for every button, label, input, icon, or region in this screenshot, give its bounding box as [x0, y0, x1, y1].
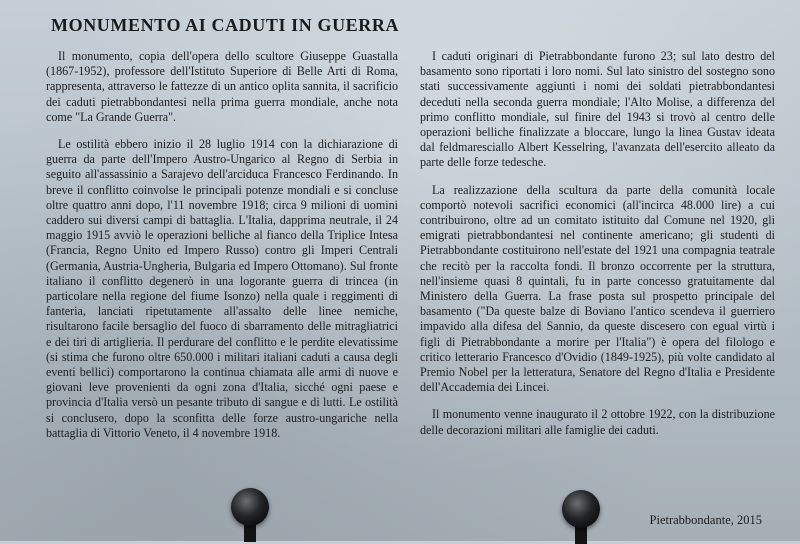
paragraph-sculpture-funding: La realizzazione della scultura da parte della comunità locale comportò notevoli sacrifici economici (all'incirca 48.000 lire) a cui contribuirono, oltre ad un comitato istituito dal Comune nel 1920, gli emigrati pietrabbondantesi nel continente americano; gli studenti di Pietrabbondante costituirono nell'estate del 1921 una compagnia teatrale che recitò per la raccolta fondi. Il bronzo occorrente per la struttura, nell'insieme quasi 8 quintali, fu in parte concesso gratuitamente dal Ministero della Guerra. La frase posta sul prospetto principale del basamento ("Da queste balze di Boviano l'antico scendeva il guerriero impavido alla difesa del Sannio, da queste discesero con egual virtù i figli di Pietrabbondante a morire per l'Italia") è opera del filologo e critico letterario Francesco d'Ovidio (1849-1925), più volte candidato al Premio Nobel per la letteratura, Senatore del Regno d'Italia e Presidente dell'Accademia dei Lincei.: [420, 182, 775, 395]
paragraph-war-history: Le ostilità ebbero inizio il 28 luglio 1914 con la dichiarazione di guerra da parte dell'Impero Austro-Ungarico al Regno di Serbia in seguito all'assassinio a Sarajevo dell'arciduca Francesco Ferdinando. In breve il conflitto coinvolse le principali potenze mondiali e si concluse oltre quattro anni dopo, l'11 novembre 1918; circa 9 milioni di uomini caddero sui diversi campi di battaglia. L'Italia, dapprima neutrale, il 24 maggio 1915 avviò le operazioni belliche al fianco della Triplice Intesa (Francia, Regno Unito ed Impero Russo) contro gli Imperi Centrali (Germania, Austria-Ungheria, Bulgaria ed Impero Ottomano). Sul fronte italiano il conflitto degenerò in una logorante guerra di trincea (in particolare nella regione del fiume Isonzo) nella quale i reggimenti di fanteria, lanciati ripetutamente all'assalto delle linee nemiche, risultarono facile bersaglio del fuoco di sbarramento delle mitragliatrici e dei tiri di artiglieria. Il perdurare del conflitto e le perdite elevatissime (si stima che furono oltre 650.000 i militari italiani caduti a causa degli eventi bellici) comportarono la continua chiamata alle armi di nuove e giovani leve provenienti da ogni zona d'Italia, sicché ogni paese e provincia d'Italia versò un pesante tributo di sangue e di lutti. Le ostilità si conclusero, dopo la sconfitta delle forze austro-ungariche nella battaglia di Vittorio Veneto, il 4 novembre 1918.: [46, 137, 398, 440]
left-text-column: [46, 49, 398, 453]
paragraph-monument-description: Il monumento, copia dell'opera dello scultore Giuseppe Guastalla (1867-1952), professore dell'Istituto Superiore di Belle Arti di Roma, rappresenta, attraverso le fattezze di un antico oplita sannita, il sacrificio dei caduti pietrabbondantesi nella prima guerra mondiale, anche nota come "La Grande Guerra".: [46, 49, 398, 124]
plaque-signature: Pietrabbondante, 2015: [649, 513, 762, 527]
paragraph-fallen-names: I caduti originari di Pietrabbondante furono 23; sul lato destro del basamento sono riportati i loro nomi. Sul lato sinistro del sostegno sono stati successivamente aggiunti i nomi dei soldati pietrabbondantesi deceduti nella seconda guerra mondiale; l'Alto Molise, a differenza del primo conflitto mondiale, sul finire del 1943 si trovò al centro delle operazioni belliche finalizzate a bloccare, lungo la linea Gustav ideata dal feldmaresciallo Albert Kesselring, l'avanzata dell'esercito alleato da parte delle forze tedesche.: [420, 49, 775, 170]
mounting-bolt-left: [231, 488, 269, 526]
plaque-title: MONUMENTO AI CADUTI IN GUERRA: [51, 15, 400, 35]
paragraph-inauguration: Il monumento venne inaugurato il 2 ottobre 1922, con la distribuzione delle decorazioni militari alle famiglie dei caduti.: [420, 407, 775, 437]
mounting-bolt-right: [562, 490, 600, 528]
right-text-column: [420, 49, 775, 450]
